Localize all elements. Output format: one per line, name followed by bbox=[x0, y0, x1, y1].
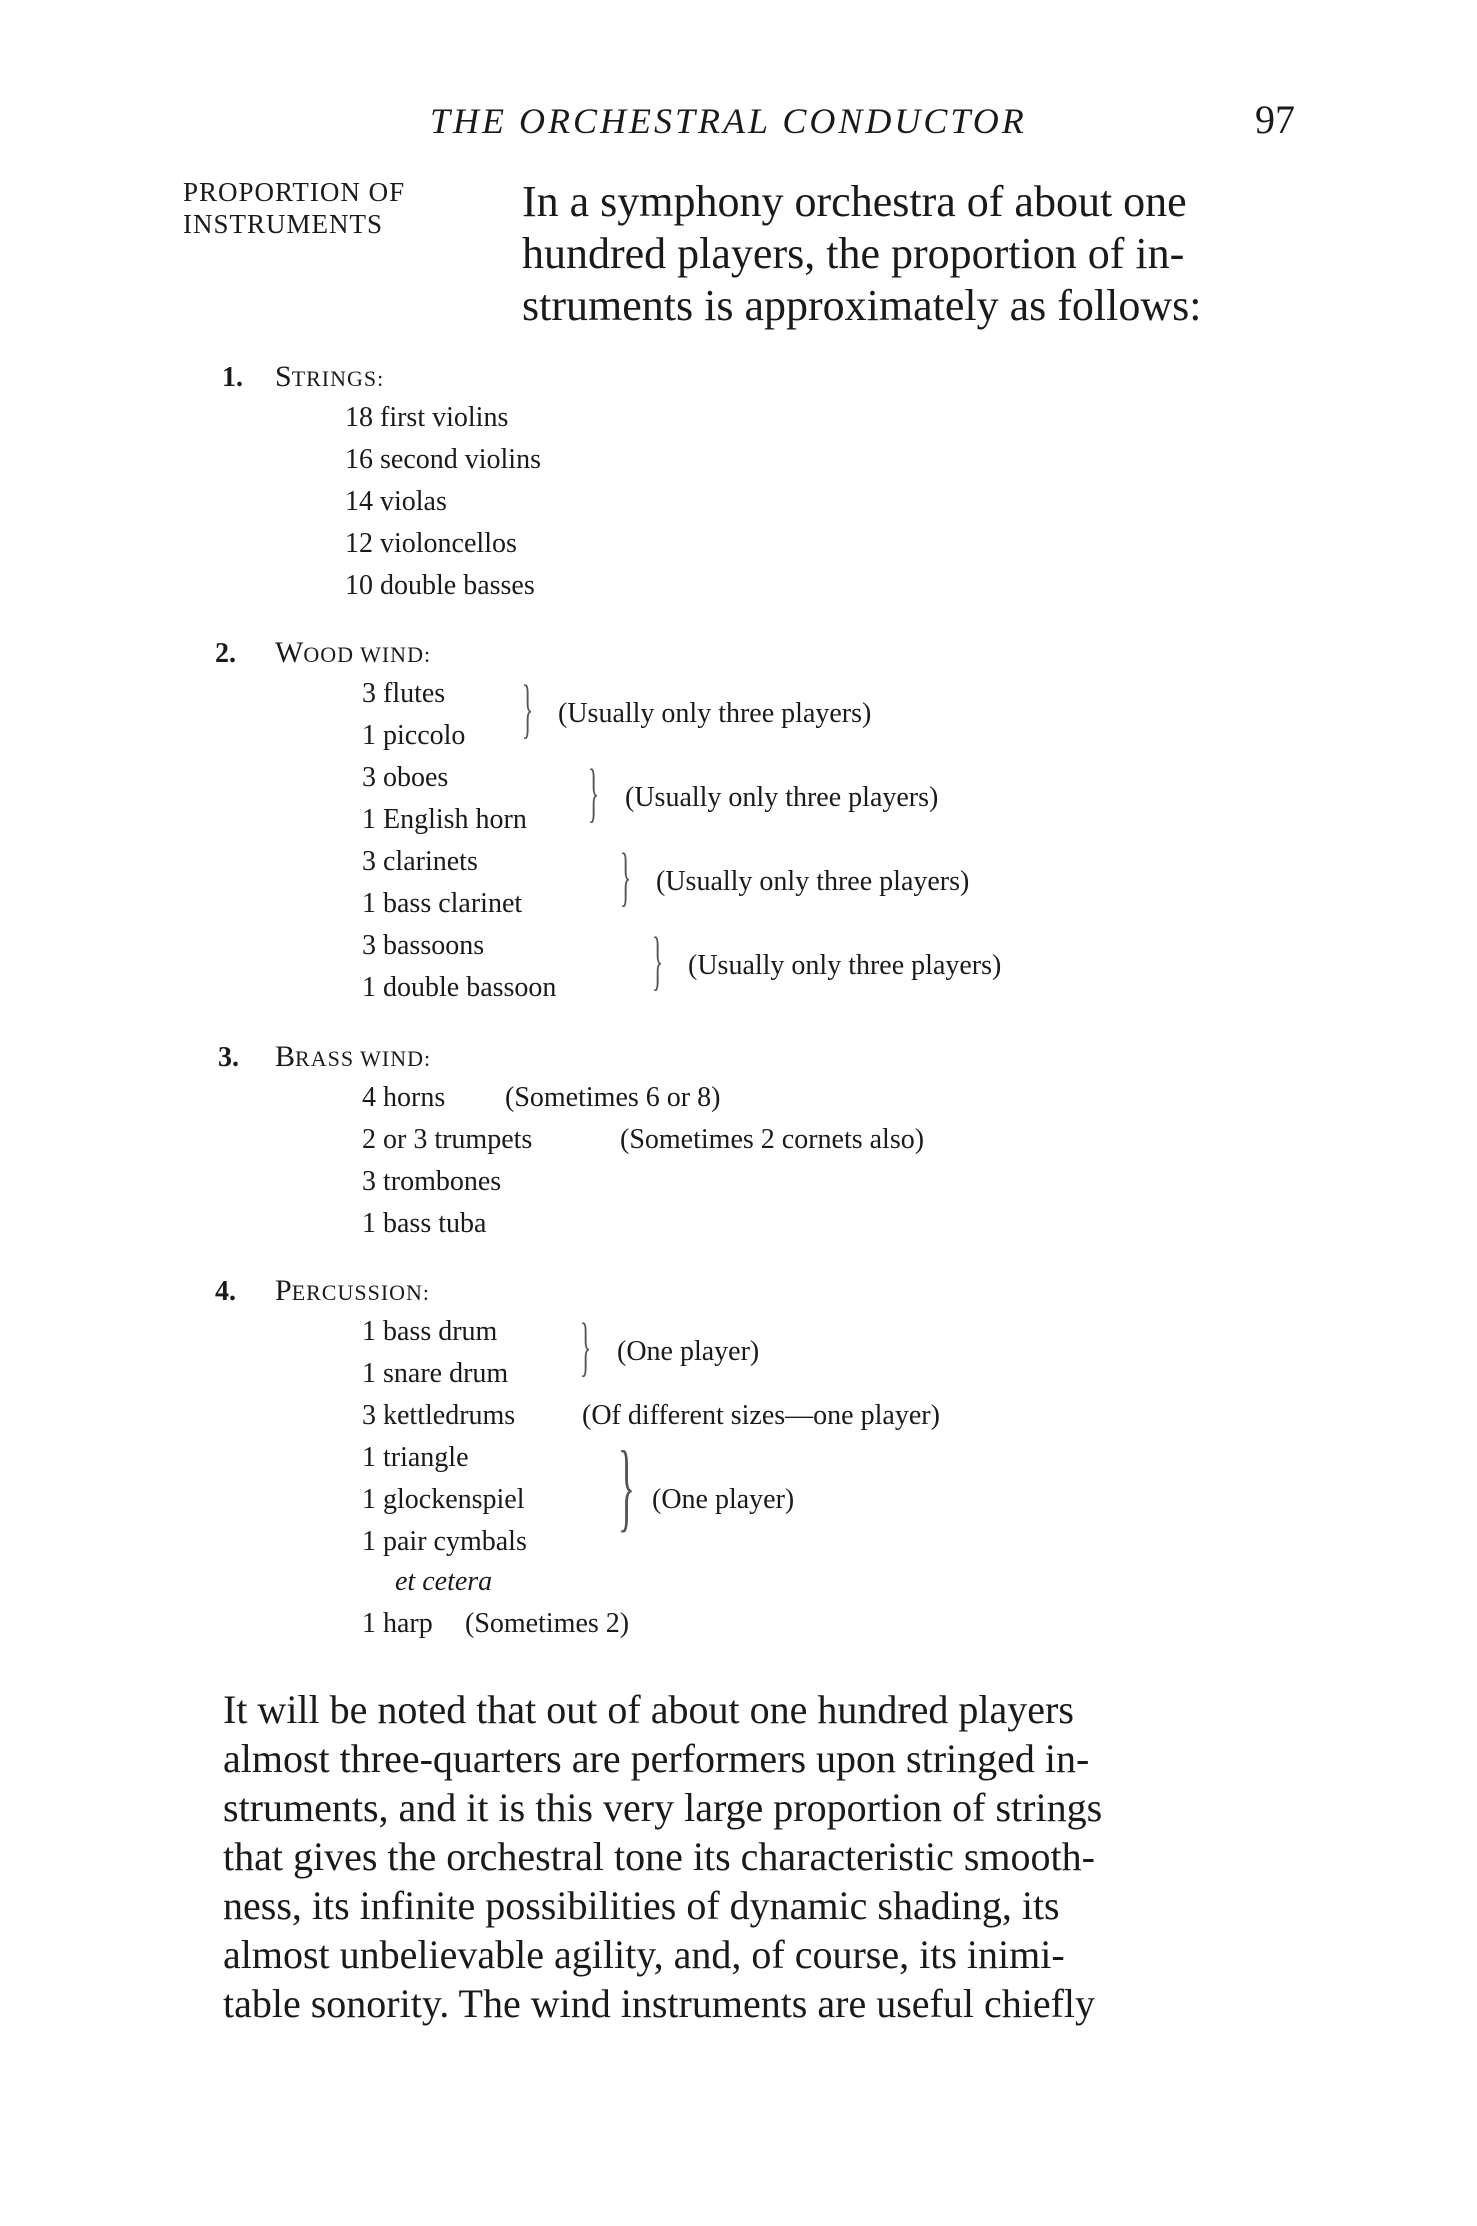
list-item: 1 piccolo bbox=[362, 720, 466, 751]
item-note: (Sometimes 6 or 8) bbox=[505, 1082, 721, 1113]
section-title-strings: STRINGS: bbox=[275, 360, 385, 393]
list-item: 3 clarinets bbox=[362, 846, 478, 877]
list-item: 18 first violins bbox=[345, 402, 509, 433]
list-item: 1 glockenspiel bbox=[362, 1484, 525, 1515]
list-item: 1 bass clarinet bbox=[362, 888, 523, 919]
item-note: (Sometimes 2 cornets also) bbox=[620, 1124, 925, 1155]
paragraph-line: It will be noted that out of about one hundred players bbox=[223, 1687, 1074, 1732]
running-head: THE ORCHESTRAL CONDUCTOR bbox=[430, 101, 1027, 141]
grouping-note: (Usually only three players) bbox=[558, 698, 872, 729]
section-title-woodwind: WOOD WIND: bbox=[275, 636, 432, 669]
section-number-woodwind: 2. bbox=[215, 638, 236, 669]
item-note: (Sometimes 2) bbox=[465, 1608, 630, 1639]
paragraph-line: struments, and it is this very large proportion of strings bbox=[223, 1785, 1103, 1830]
paragraph-line: almost unbelievable agility, and, of course, its inimi- bbox=[223, 1932, 1065, 1977]
et-cetera: et cetera bbox=[395, 1566, 493, 1597]
brace-icon: } bbox=[588, 756, 600, 829]
grouping-note: (One player) bbox=[617, 1336, 760, 1367]
grouping-note: (Usually only three players) bbox=[688, 950, 1002, 981]
item-note: (Of different sizes—one player) bbox=[582, 1400, 940, 1431]
list-item: 1 bass tuba bbox=[362, 1208, 487, 1239]
brace-icon: } bbox=[522, 672, 534, 745]
section-number-brass: 3. bbox=[218, 1042, 239, 1073]
grouping-note: (Usually only three players) bbox=[625, 782, 939, 813]
intro-line-1: In a symphony orchestra of about one bbox=[522, 177, 1187, 226]
grouping-note: (One player) bbox=[652, 1484, 795, 1515]
section-title-brass: BRASS WIND: bbox=[275, 1040, 432, 1073]
list-item: 1 English horn bbox=[362, 804, 527, 835]
list-item: 10 double basses bbox=[345, 570, 535, 601]
list-item: 16 second violins bbox=[345, 444, 541, 475]
paragraph-line: almost three-quarters are performers upon stringed in- bbox=[223, 1736, 1090, 1781]
page-number: 97 bbox=[1255, 97, 1295, 142]
list-item: 1 double bassoon bbox=[362, 972, 557, 1003]
section-title-percussion: PERCUSSION: bbox=[275, 1274, 431, 1307]
list-item: 4 horns bbox=[362, 1082, 446, 1113]
list-item: 1 pair cymbals bbox=[362, 1526, 527, 1557]
list-item: 1 harp bbox=[362, 1608, 433, 1639]
list-item: 3 kettledrums bbox=[362, 1400, 516, 1431]
list-item: 2 or 3 trumpets bbox=[362, 1124, 533, 1155]
brace-icon: } bbox=[652, 924, 664, 997]
list-item: 1 triangle bbox=[362, 1442, 469, 1473]
intro-line-2: hundred players, the proportion of in- bbox=[522, 229, 1185, 278]
sidenote-line-2: INSTRUMENTS bbox=[183, 209, 384, 239]
grouping-note: (Usually only three players) bbox=[656, 866, 970, 897]
list-item: 1 bass drum bbox=[362, 1316, 498, 1347]
sidenote-line-1: PROPORTION OF bbox=[183, 177, 406, 207]
section-number-strings: 1. bbox=[222, 362, 243, 393]
list-item: 1 snare drum bbox=[362, 1358, 509, 1389]
list-item: 14 violas bbox=[345, 486, 447, 517]
section-number-percussion: 4. bbox=[215, 1276, 236, 1307]
list-item: 3 flutes bbox=[362, 678, 446, 709]
list-item: 3 oboes bbox=[362, 762, 449, 793]
brace-icon: } bbox=[618, 1430, 635, 1541]
intro-line-3: struments is approximately as follows: bbox=[522, 281, 1202, 330]
paragraph-line: that gives the orchestral tone its characteristic smooth- bbox=[223, 1834, 1095, 1879]
brace-icon: } bbox=[580, 1310, 592, 1383]
list-item: 3 bassoons bbox=[362, 930, 485, 961]
brace-icon: } bbox=[620, 840, 632, 913]
paragraph-line: ness, its infinite possibilities of dynamic shading, its bbox=[223, 1883, 1060, 1928]
paragraph-line: table sonority. The wind instruments are useful chiefly bbox=[223, 1981, 1096, 2026]
list-item: 3 trombones bbox=[362, 1166, 502, 1197]
list-item: 12 violoncellos bbox=[345, 528, 517, 559]
